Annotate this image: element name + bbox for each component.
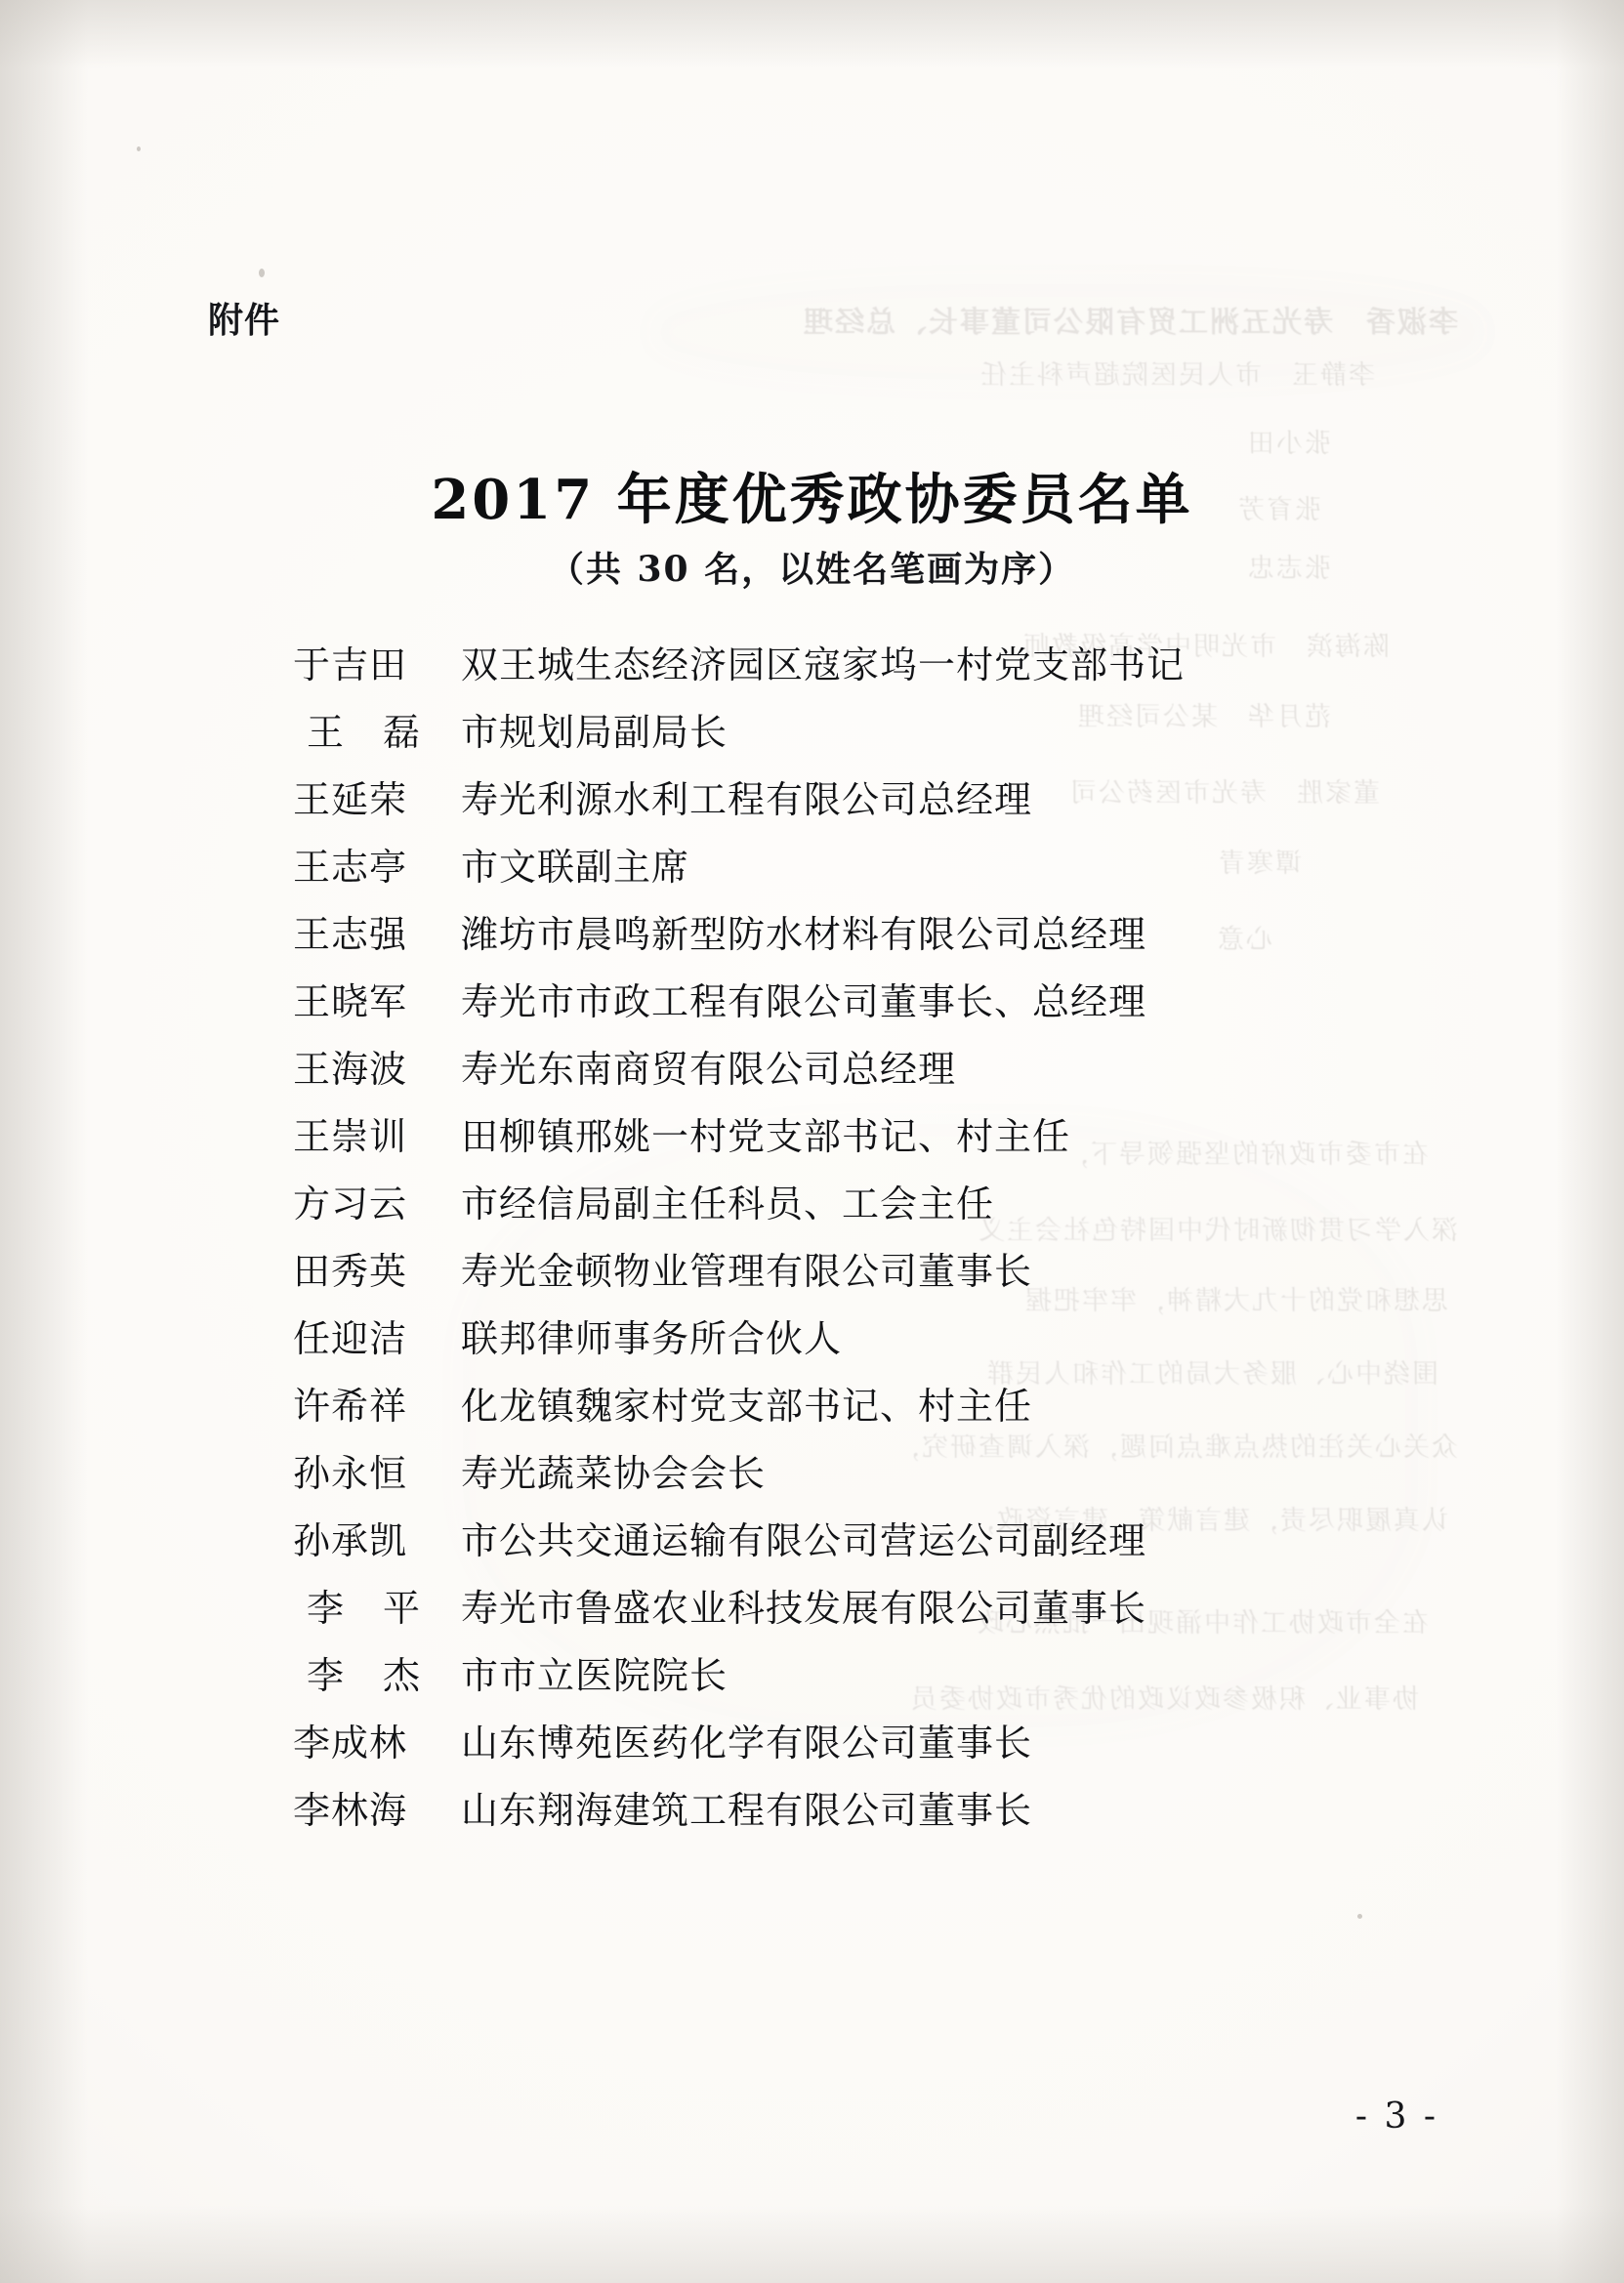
honoree-title: 市规划局副局长 (461, 711, 729, 754)
page-number: - 3 - (1354, 2096, 1438, 2137)
honoree-name: 王 磊 (307, 711, 422, 754)
honoree-title: 市经信局副主任科员、工会主任 (461, 1183, 995, 1225)
honoree-list (293, 635, 1387, 1847)
honoree-name: 孙永恒 (293, 1452, 408, 1495)
list-item (293, 635, 1387, 702)
honoree-title: 化龙镇魏家村党支部书记、村主任 (461, 1385, 1033, 1428)
list-item (293, 972, 1387, 1039)
honoree-name: 王海波 (293, 1048, 408, 1091)
honoree-title: 山东翔海建筑工程有限公司董事长 (461, 1789, 1033, 1832)
honoree-title: 双王城生态经济园区寇家坞一村党支部书记 (461, 643, 1186, 686)
page-title: 2017 年度优秀政协委员名单 (431, 467, 1193, 532)
honoree-title: 市市立医院院长 (461, 1654, 729, 1697)
bleed-through-layer: 李淑香 寿光五洲工贸有限公司董事长、总经理 李静玉 市人民医院超声科主任 张小田 张育芳 张志忠 陈海滨 市光明中学高级教师 范月华 某公司经理 董家胜 寿光市医药公司 谭寒青 心意 在市委市政府的坚强领导下， 深入学习贯彻新时代中国特色社会主义 思想和党的十九大精神，牢牢把握 围绕中心、服务大局的工作和人民群 众关心关注的热点难点问题，深入调查研究， 认真履职尽责，建言献策、建言资政， 在全市政协工作中涌现出一批热心政 协事业、积极参政议政的优秀市政协委员 (0, 0, 1624, 2283)
list-item (293, 904, 1387, 972)
list-item (293, 1174, 1387, 1241)
honoree-title: 市文联副主席 (461, 846, 690, 889)
honoree-title: 市公共交通运输有限公司营运公司副经理 (461, 1519, 1147, 1562)
list-item (293, 1241, 1387, 1308)
list-item (293, 1308, 1387, 1376)
list-item (293, 769, 1387, 837)
honoree-name: 李 平 (307, 1587, 422, 1630)
honoree-title: 寿光利源水利工程有限公司总经理 (461, 778, 1033, 821)
honoree-name: 李 杰 (307, 1654, 422, 1697)
honoree-title: 寿光东南商贸有限公司总经理 (461, 1048, 957, 1091)
honoree-title: 寿光金顿物业管理有限公司董事长 (461, 1250, 1033, 1293)
honoree-title: 寿光市市政工程有限公司董事长、总经理 (461, 980, 1147, 1023)
honoree-title: 联邦律师事务所合伙人 (461, 1317, 843, 1360)
attachment-label: 附件 (208, 301, 281, 341)
honoree-name: 孙承凯 (293, 1519, 408, 1562)
list-item (293, 1376, 1387, 1443)
list-item (293, 1645, 1387, 1713)
list-item (293, 837, 1387, 904)
honoree-name: 李林海 (293, 1789, 408, 1832)
honoree-name: 王志强 (293, 913, 408, 956)
honoree-name: 王延荣 (293, 778, 408, 821)
list-item (293, 1713, 1387, 1780)
honoree-name: 王晓军 (293, 980, 408, 1023)
list-item (293, 1443, 1387, 1511)
honoree-title: 山东博苑医药化学有限公司董事长 (461, 1722, 1033, 1764)
honoree-name: 王崇训 (293, 1115, 408, 1158)
list-item (293, 1106, 1387, 1174)
list-item (293, 1039, 1387, 1106)
list-item (293, 1511, 1387, 1578)
honoree-name: 李成林 (293, 1722, 408, 1764)
page-subtitle: （共 30 名，以姓名笔画为序） (548, 549, 1076, 590)
list-item (293, 1578, 1387, 1645)
honoree-name: 于吉田 (293, 643, 408, 686)
honoree-name: 任迎洁 (293, 1317, 408, 1360)
list-item (293, 702, 1387, 769)
honoree-name: 方习云 (293, 1183, 408, 1225)
honoree-name: 王志亭 (293, 846, 408, 889)
honoree-title: 寿光蔬菜协会会长 (461, 1452, 767, 1495)
honoree-title: 田柳镇邢姚一村党支部书记、村主任 (461, 1115, 1071, 1158)
honoree-name: 许希祥 (293, 1385, 408, 1428)
honoree-title: 潍坊市晨鸣新型防水材料有限公司总经理 (461, 913, 1147, 956)
honoree-title: 寿光市鲁盛农业科技发展有限公司董事长 (461, 1587, 1147, 1630)
honoree-name: 田秀英 (293, 1250, 408, 1293)
list-item (293, 1780, 1387, 1847)
